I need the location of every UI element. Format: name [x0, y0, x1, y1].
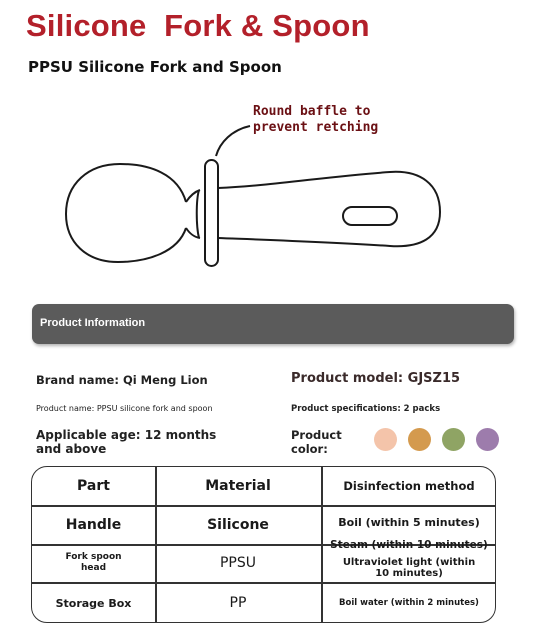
row-handle-method: Boil (within 5 minutes) — [338, 515, 480, 529]
baffle-inner — [197, 190, 199, 238]
page-title: Silicone Fork & Spoon — [26, 8, 370, 43]
header-material: Material — [205, 478, 271, 494]
spoon-bowl-outline — [66, 164, 186, 262]
page-subtitle: PPSU Silicone Fork and Spoon — [28, 58, 282, 76]
row-head-method-uv: Ultraviolet light (within 10 minutes) — [342, 557, 476, 579]
color-swatch-orange — [408, 428, 431, 451]
baffle-outer — [205, 160, 218, 266]
brand-name: Brand name: Qi Meng Lion — [36, 373, 208, 387]
row-handle-material: Silicone — [207, 516, 269, 533]
product-model: Product model: GJSZ15 — [291, 371, 461, 386]
color-swatch-purple — [476, 428, 499, 451]
spoon-illustration — [0, 0, 543, 300]
product-name: Product name: PPSU silicone fork and spoon — [36, 404, 213, 413]
color-swatch-green — [442, 428, 465, 451]
row-head-method-steam: Steam (within 10 minutes) — [330, 539, 488, 551]
applicable-age: Applicable age: 12 months and above — [36, 428, 217, 456]
product-color-label: Product color: — [291, 428, 342, 456]
product-specifications: Product specifications: 2 packs — [291, 404, 441, 414]
row-head-part: Fork spoon head — [65, 552, 122, 573]
callout-leader-line — [216, 126, 250, 156]
header-disinfection: Disinfection method — [343, 479, 475, 493]
disinfection-table — [31, 466, 496, 623]
handle-slot — [343, 207, 397, 225]
baffle-callout: Round baffle to prevent retching — [253, 104, 379, 135]
color-swatch-peach — [374, 428, 397, 451]
header-part: Part — [77, 478, 110, 494]
product-info-label: Product Information — [40, 317, 146, 329]
row-head-material: PPSU — [219, 555, 257, 571]
row-box-material: PP — [229, 595, 247, 611]
row-handle-part: Handle — [65, 516, 122, 533]
row-box-part: Storage Box — [55, 596, 132, 610]
product-info-bar — [32, 304, 514, 344]
row-box-method: Boil water (within 2 minutes) — [339, 598, 479, 608]
handle-outline — [218, 172, 440, 246]
